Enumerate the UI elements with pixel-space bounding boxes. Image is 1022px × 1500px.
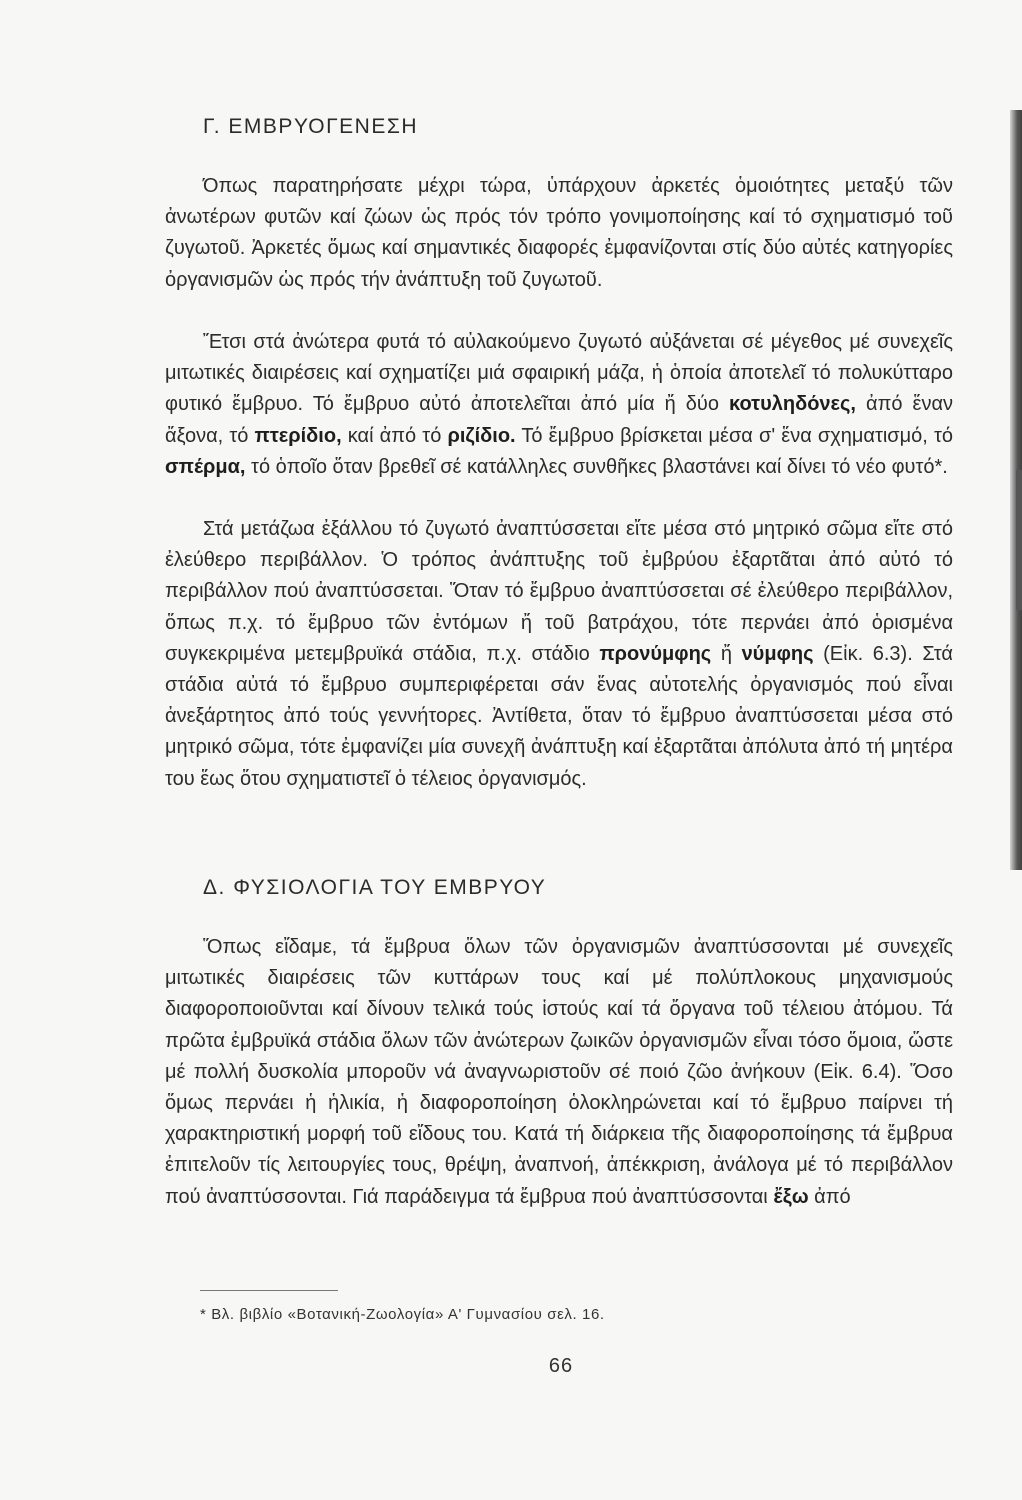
term-plumule: πτερίδιο, — [254, 424, 342, 447]
paragraph-embryo-development — [165, 932, 953, 1213]
page-edge-shadow-lower — [1016, 470, 1022, 610]
paragraph-animal-embryo — [165, 514, 953, 795]
footnote: * Βλ. βιβλίο «Βοτανική-Ζωολογία» Α' Γυμνασίου σελ. 16. — [200, 1306, 605, 1323]
footnote-divider — [200, 1290, 338, 1291]
text-span: ἀπό ἕναν ἄξονα, τό — [165, 393, 954, 447]
text-span: ἀπό — [808, 1185, 851, 1208]
paragraph-similarities: Όπως παρατηρήσατε μέχρι τώρα, ὑπάρχουν ἀρκετές ὁμοιότητες μεταξύ τῶν ἀνωτέρων φυτῶν καί ζώων ὡς πρός τόν τρόπο γονιμοποίησης καί τό σχηματισμό τοῦ ζυγωτοῦ. Ἀρκετές ὅμως καί σημαντικές διαφορές ἐμφανίζονται στίς δύο αὐτές κατηγορίες ὀργανισμῶν ὡς πρός τήν ἀνάπτυξη τοῦ ζυγωτοῦ. — [165, 175, 953, 291]
term-nymph: νύμφης — [741, 642, 814, 665]
text-span: Στά μετάζωα ἐξάλλου τό ζυγωτό ἀναπτύσσεται εἴτε μέσα στό μητρικό σῶμα εἴτε στό ἐλεύθερο περιβάλλον. Ὁ τρόπος ἀνάπτυξης τοῦ ἐμβρύου ἐξαρτᾶται ἀπό αὐτό τό περιβάλλον πού ἀναπτύσσεται. Ὅταν τό ἔμβρυο ἀναπτύσσεται σέ ἐλεύθερο περιβάλλον, ὅπως π.χ. τό ἔμβρυο τῶν ἐντόμων ἤ τοῦ βατράχου, τότε περνάει ἀπό ὁρισμένα συγκεκριμένα μετεμβρυϊκά στάδια, π.χ. στάδιο — [165, 518, 953, 665]
page-number: 66 — [548, 1355, 574, 1377]
term-radicle: ριζίδιο. — [447, 424, 516, 447]
text-span: ἤ — [711, 642, 742, 665]
text-span: Ὅπως εἴδαμε, τά ἔμβρυα ὅλων τῶν ὀργανισμῶν ἀναπτύσσονται μέ συνεχεῖς μιτωτικές διαιρέσεις τῶν κυττάρων τους καί μέ πολύπλοκους μηχανισμούς διαφοροποιοῦνται καί δίνουν τελικά τούς ἱστούς καί τά ὄργανα τοῦ τέλειου ἀτόμου. Τά πρῶτα ἐμβρυϊκά στάδια ὅλων τῶν ἀνώτερων ζωικῶν ὀργανισμῶν εἶναι τόσο ὅμοια, ὥστε μέ πολλή δυσκολία μποροῦν νά ἀναγνωριστοῦν σέ ποιό ζῶο ἀνήκουν (Εἰκ. 6.4). Ὅσο ὅμως περνάει ἡ ἡλικία, ἡ διαφοροποίηση ὁλοκληρώνεται καί τό ἔμβρυο παίρνει τή χαρακτηριστική μορφή τοῦ εἴδους του. Κατά τή διάρκεια τῆς διαφοροποίησης τά ἔμβρυα ἐπιτελοῦν τίς λειτουργίες τους, θρέψη, ἀναπνοή, ἀπέκκριση, ἀνάλογα μέ τό περιβάλλον πού ἀναπτύσσονται. Γιά παράδειγμα τά ἔμβρυα πού ἀναπτύσσονται — [165, 936, 953, 1208]
term-seed: σπέρμα, — [165, 455, 246, 478]
term-outside: ἔξω — [773, 1185, 809, 1208]
section-heading-embryo-physiology: Δ. ΦΥΣΙΟΛΟΓΙΑ ΤΟΥ ΕΜΒΡΥΟΥ — [203, 876, 547, 899]
text-span: καί ἀπό τό — [341, 424, 448, 447]
text-span: (Εἰκ. 6.3). Στά στάδια αὐτά τό ἔμβρυο συμπεριφέρεται σάν ἕνας αὐτοτελής ὀργανισμός πού εἶναι ἀνεξάρτητος ἀπό τούς γεννήτορες. Ἀντίθετα, ὅταν τό ἔμβρυο ἀναπτύσσεται μέσα στό μητρικό σῶμα, τότε ἐμφανίζει μία συνεχῆ ἀνάπτυξη καί ἐξαρτᾶται ἀπόλυτα ἀπό τή μητέρα του ἕως ὅτου σχηματιστεῖ ὁ τέλειος ὀργανισμός. — [165, 642, 953, 790]
text-span: τό ὁποῖο ὅταν βρεθεῖ σέ κατάλληλες συνθῆκες βλαστάνει καί δίνει τό νέο φυτό*. — [245, 455, 948, 478]
section-heading-embryogenesis: Γ. ΕΜΒΡΥΟΓΕΝΕΣΗ — [203, 115, 418, 138]
paragraph-plant-embryo — [165, 327, 953, 483]
term-cotyledons: κοτυληδόνες, — [729, 393, 856, 416]
term-larva: προνύμφης — [599, 642, 712, 665]
text-span: Τό ἔμβρυο βρίσκεται μέσα σ' ἕνα σχηματισμό, τό — [515, 424, 953, 447]
text-span: Ἔτσι στά ἀνώτερα φυτά τό αὐλακούμενο ζυγωτό αὐξάνεται σέ μέγεθος μέ συνεχεῖς μιτωτικές διαιρέσεις καί σχηματίζει μιά σφαιρική μάζα, ἡ ὁποία ἀποτελεῖ τό πολυκύτταρο φυτικό ἔμβρυο. Τό ἔμβρυο αὐτό ἀποτελεῖται ἀπό μία ἤ δύο — [165, 331, 953, 416]
